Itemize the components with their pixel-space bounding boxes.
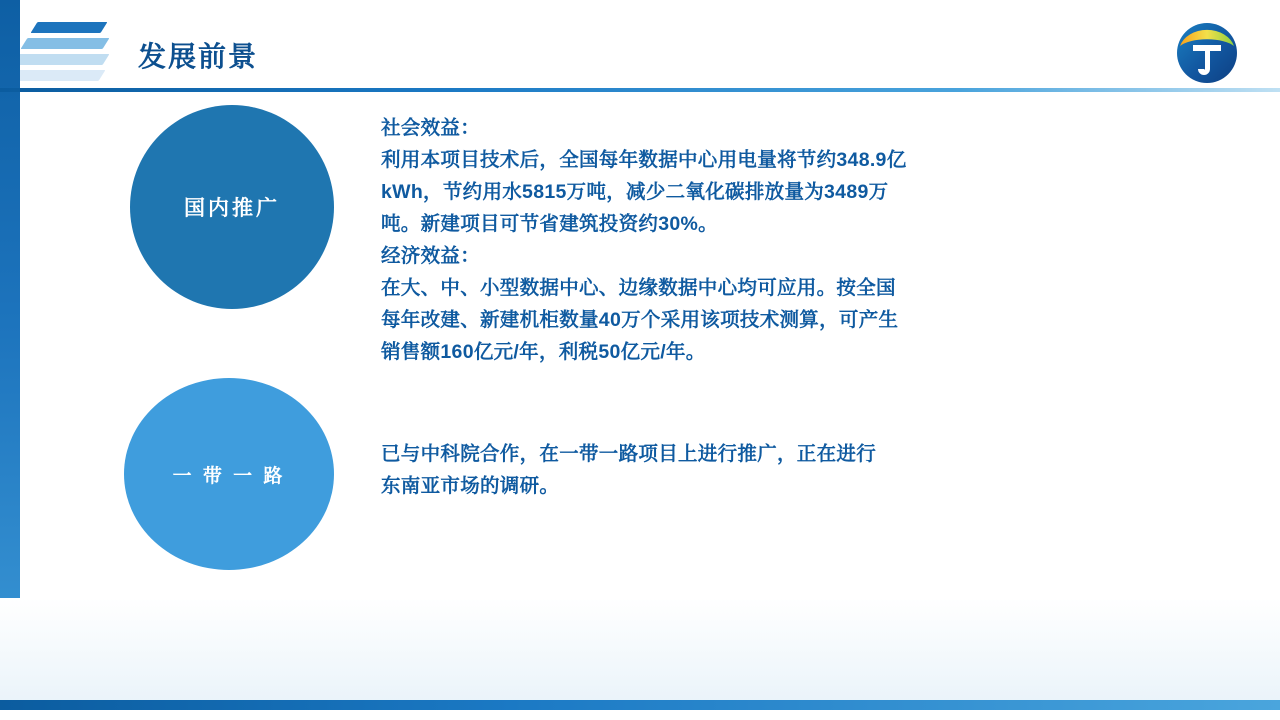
text-line: 利用本项目技术后，全国每年数据中心用电量将节约348.9亿	[381, 149, 907, 171]
belt-and-road-text-block	[381, 438, 1071, 502]
benefits-text-block	[381, 112, 1071, 368]
text-line: 经济效益：	[381, 245, 481, 267]
footer-base	[0, 710, 1280, 720]
header-divider	[0, 88, 1280, 92]
ribbon-band	[21, 38, 110, 49]
company-logo-icon	[1176, 22, 1238, 84]
text-line: 销售额160亿元/年，利税50亿元/年。	[381, 341, 706, 363]
ribbon-band	[31, 22, 108, 33]
ribbon-band	[20, 54, 109, 65]
circle-label: 一 带 一 路	[172, 465, 286, 487]
header-ribbon-decoration	[20, 0, 130, 90]
text-line: kWh，节约用水5815万吨，减少二氧化碳排放量为3489万	[381, 181, 889, 203]
page-title: 发展前景	[138, 41, 259, 72]
text-line: 每年改建、新建机柜数量40万个采用该项技术测算，可产生	[381, 309, 899, 331]
circle-belt-and-road	[124, 378, 334, 570]
circle-domestic-promotion	[130, 105, 334, 309]
circle-label: 国内推广	[184, 197, 280, 220]
text-line: 社会效益：	[381, 117, 481, 139]
text-line: 在大、中、小型数据中心、边缘数据中心均可应用。按全国	[381, 277, 896, 299]
ribbon-band	[20, 70, 105, 81]
text-line: 东南亚市场的调研。	[381, 475, 560, 497]
slide-header	[20, 0, 1280, 92]
footer-accent-line	[0, 700, 1280, 710]
text-line: 吨。新建项目可节省建筑投资约30%。	[381, 213, 718, 235]
text-line: 已与中科院合作，在一带一路项目上进行推广，正在进行	[381, 443, 877, 465]
